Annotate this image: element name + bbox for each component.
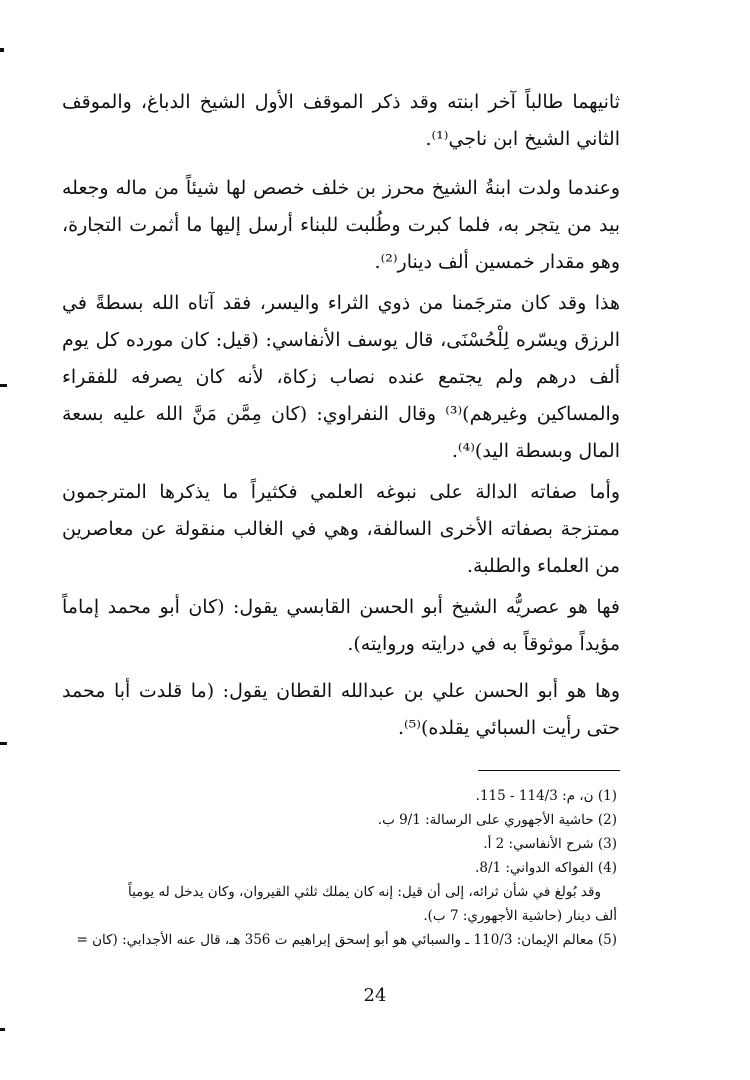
paragraph-text: فها هو عصريُّه الشيخ أبو الحسن القابسي يقول: (كان أبو محمد إماماً مؤيداً موثوقاً به في درايته وروايته). [62, 596, 620, 655]
body-paragraph [62, 474, 620, 585]
footnote: (1) ن، م: 114/3 - 115. [475, 788, 617, 804]
body-paragraph [62, 673, 620, 747]
paragraph-text: وها هو أبو الحسن علي بن عبدالله القطان يقول: (ما قلدت أبا محمد حتى رأيت السبائي يقلده)⁽⁵⁾. [62, 680, 620, 739]
paragraph-text: ثانيهما طالباً آخر ابنته وقد ذكر الموقف الأول الشيخ الدباغ، والموقف الثاني الشيخ ابن ناجي⁽¹⁾. [62, 91, 620, 150]
margin-mark [0, 1028, 5, 1031]
margin-mark [0, 742, 7, 745]
body-paragraph [62, 285, 620, 470]
footnote-separator [478, 770, 620, 771]
body-paragraph [62, 589, 620, 663]
footnote: ألف دينار (حاشية الأجهوري: 7 ب). [423, 908, 617, 924]
footnotes [62, 784, 617, 952]
footnote: (4) الفواكه الدواني: 8/1. [475, 860, 617, 876]
footnote: (2) حاشية الأجهوري على الرسالة: 9/1 ب. [377, 812, 617, 828]
footnote: (5) معالم الإيمان: 110/3 ـ والسبائي هو أبو إسحق إبراهيم ت 356 هـ، قال عنه الأجدابي: (كان = [76, 932, 617, 948]
footnote: وقد بُولغ في شأن ثرائه، إلى أن قيل: إنه كان يملك ثلثي القيروان، وكان يدخل له يومياً [128, 884, 601, 900]
margin-mark [0, 48, 4, 52]
page-number: 24 [363, 985, 387, 1006]
paragraph-text: هذا وقد كان مترجَمنا من ذوي الثراء واليسر، فقد آتاه الله بسطةً في الرزق ويسّره لِلْحُسْنَى، قال يوسف الأنفاسي: (قيل: كان مورده كل يوم ألف درهم ولم يجتمع عنده نصاب زكاة، لأنه كان يصرفه للفقراء والمساكين وغيرهم)⁽³⁾ وقال النفراوي: (كان مِمَّن مَنَّ الله عليه بسعة المال وبسطة اليد)⁽⁴⁾. [62, 292, 620, 462]
body-paragraph [62, 84, 620, 158]
footnote: (3) شرح الأنفاسي: 2 أ. [483, 836, 617, 852]
body-paragraph [62, 170, 620, 281]
paragraph-text: وعندما ولدت ابنةُ الشيخ محرز بن خلف خصص لها شيئاً من ماله وجعله بيد من يتجر به، فلما كبرت وطُلبت للبناء أرسل إليها ما أثمرت التجارة، وهو مقدار خمسين ألف دينار⁽²⁾. [62, 177, 620, 273]
margin-mark [0, 384, 7, 387]
paragraph-text: وأما صفاته الدالة على نبوغه العلمي فكثيراً ما يذكرها المترجمون ممتزجة بصفاته الأخرى السالفة، وهي في الغالب منقولة عن معاصرين من العلماء والطلبة. [62, 481, 620, 577]
